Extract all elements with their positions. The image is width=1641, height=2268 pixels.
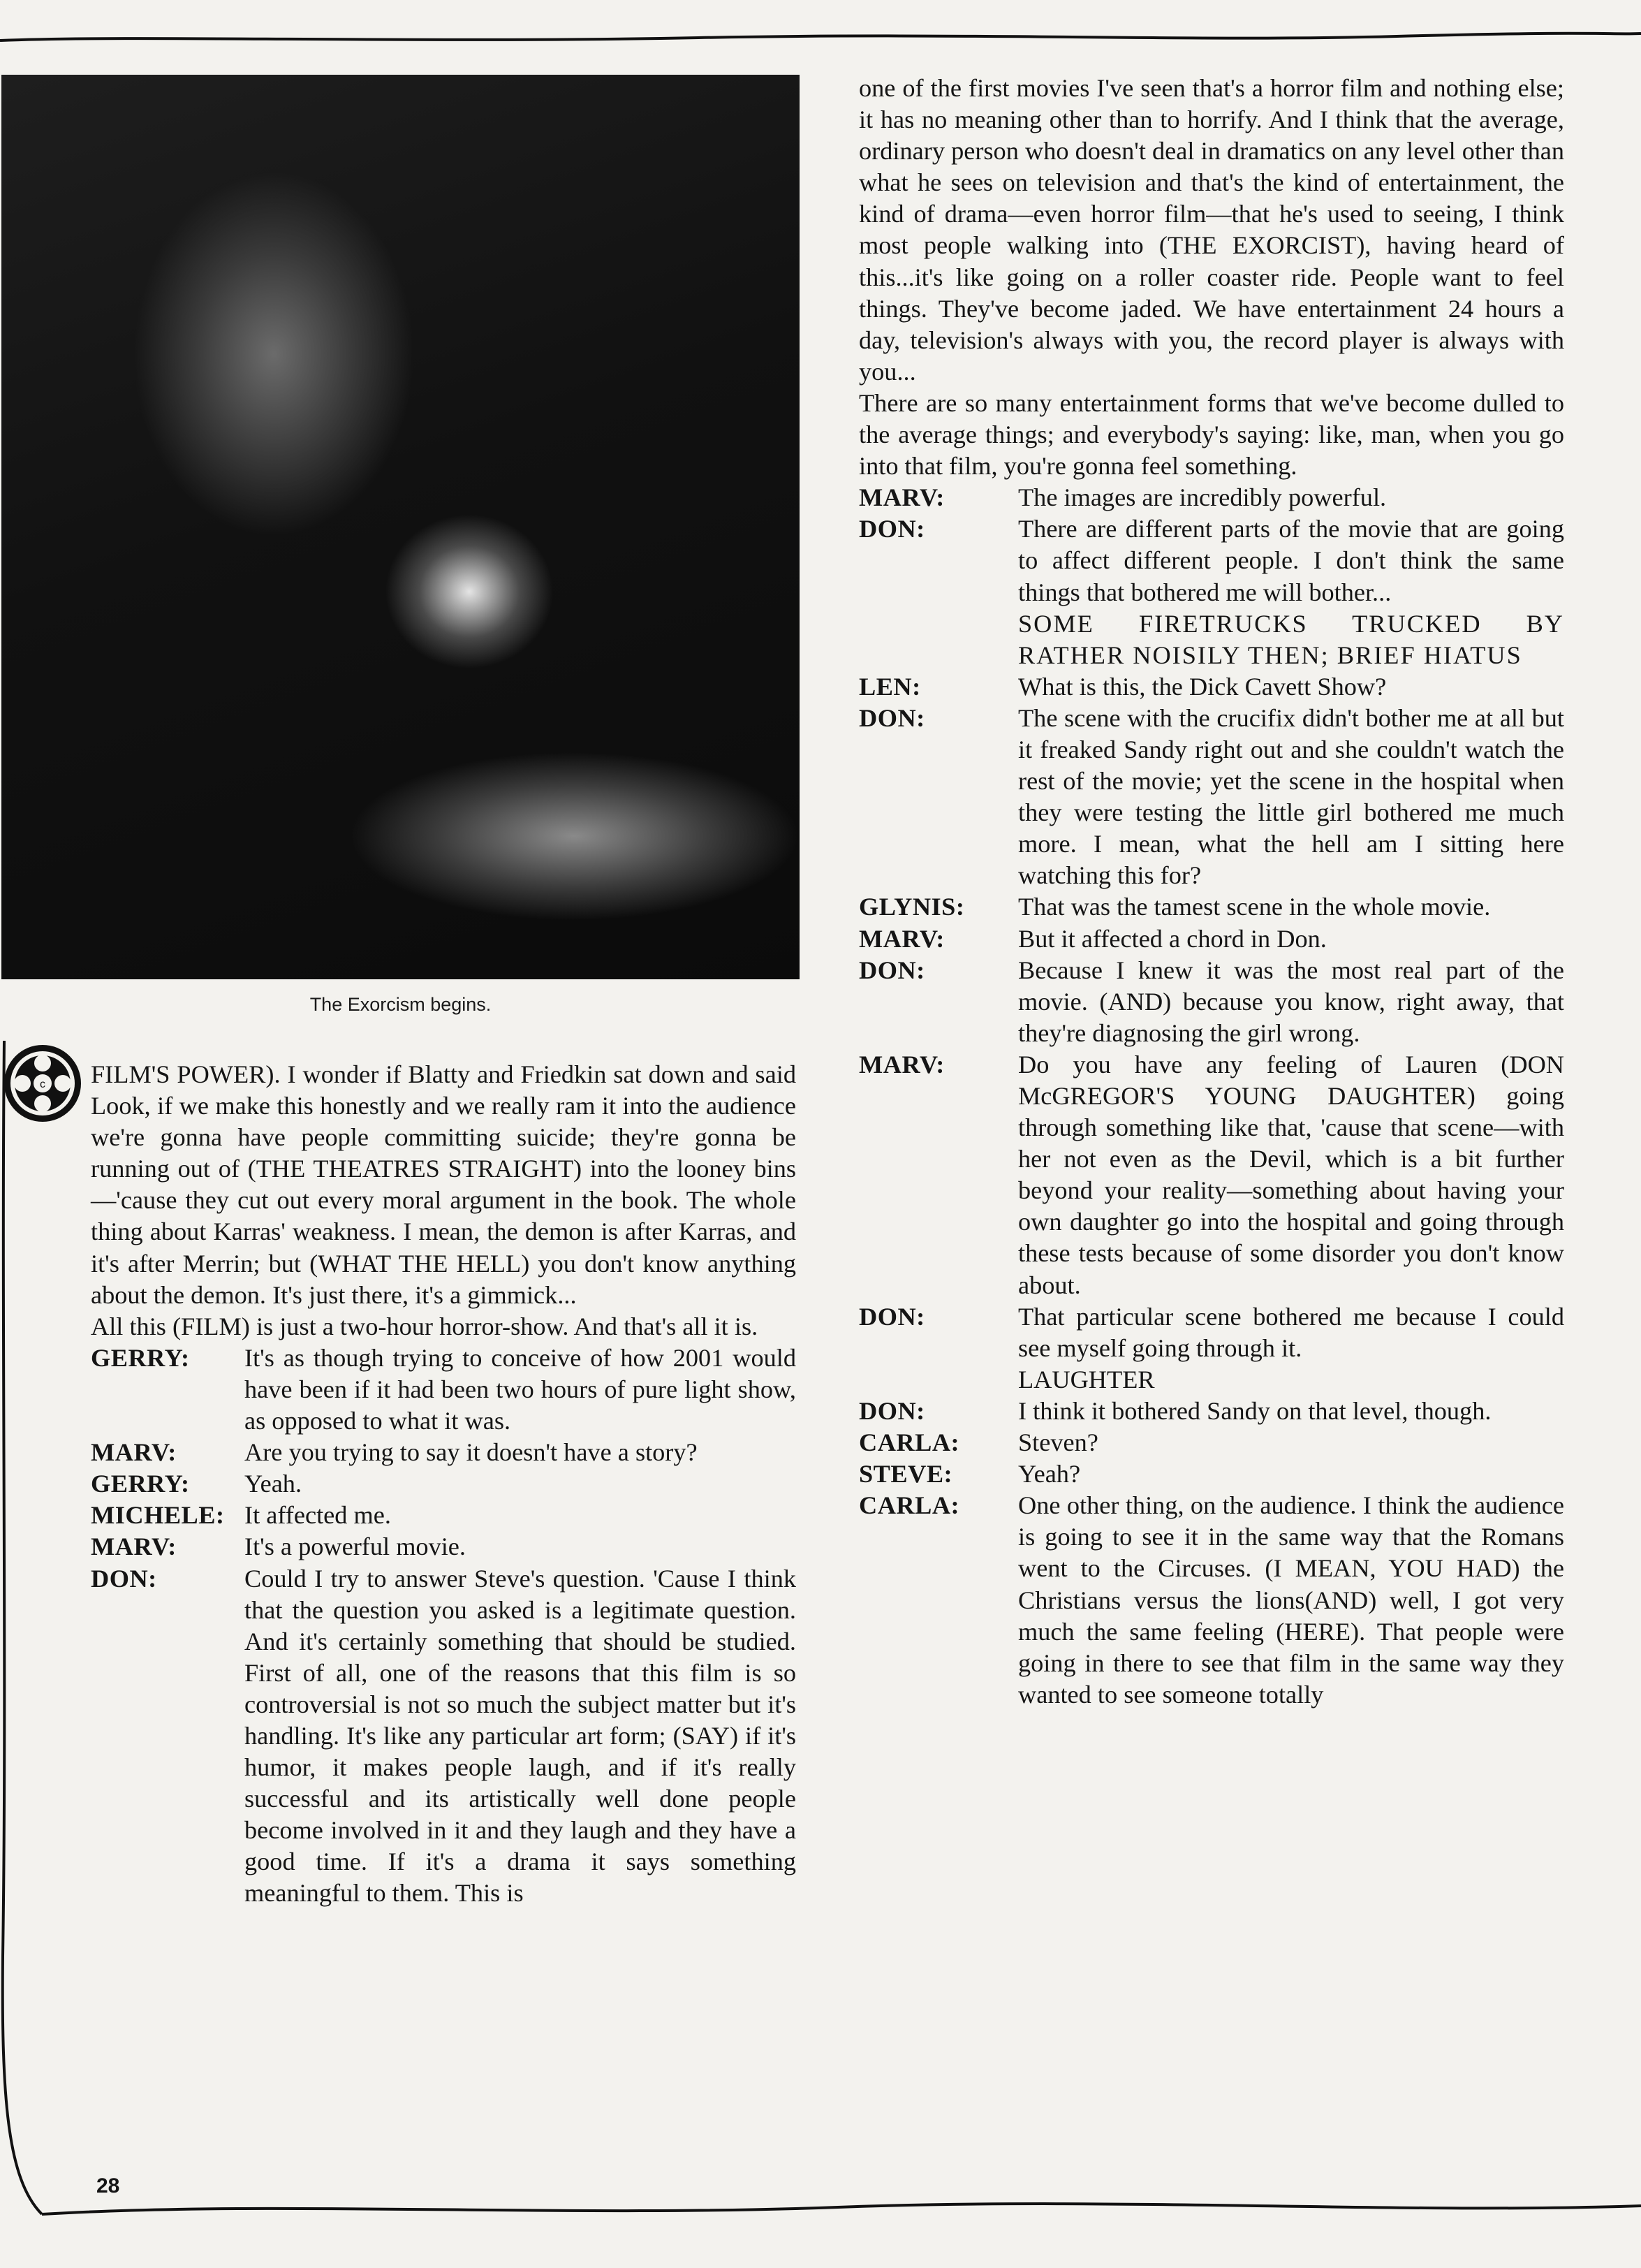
dialogue-text: That was the tamest scene in the whole movie. (1018, 893, 1491, 921)
speaker-name: STEVE: (859, 1460, 953, 1488)
dialogue-line (859, 1396, 1564, 1427)
dialogue-line (91, 1468, 796, 1500)
dialogue-line (859, 513, 1564, 608)
dialogue-text: What is this, the Dick Cavett Show? (1018, 672, 1387, 701)
dialogue-text: Steven? (1018, 1428, 1098, 1457)
left-intro-paragraph: FILM'S POWER). I wonder if Blatty and Friedkin sat down and said Look, if we make this honestly and we really ram it into the audience we're gonna have people committing suicide; they're gonna be running out of (THE THEATRES STRAIGHT) into the looney bins—'cause they cut out every moral argument in the book. The whole thing about Karras' weakness. I mean, the demon is after Karras, and it's after Merrin; but (WHAT THE HELL) you don't know anything about the demon. It's just there, it's a gimmick... (91, 1060, 796, 1309)
dialogue-text: I think it bothered Sandy on that level, though. (1018, 1396, 1492, 1425)
speaker-name: DON: (859, 703, 925, 732)
speaker-name: MARV: (859, 483, 945, 512)
page-number: 28 (96, 2174, 120, 2197)
speaker-name: MARV: (91, 1438, 177, 1467)
speaker-name: LEN: (859, 672, 921, 701)
speaker-name: DON: (859, 956, 925, 984)
svg-text:c: c (40, 1078, 45, 1090)
film-still-photo (1, 75, 800, 979)
right-dialogue-list-a (859, 482, 1564, 608)
speaker-name: MARV: (859, 924, 945, 953)
speaker-name: DON: (859, 515, 925, 543)
left-dialogue-list (91, 1342, 796, 1910)
dialogue-line (859, 955, 1564, 1049)
left-column (91, 1059, 796, 1910)
dialogue-text: The images are incredibly powerful. (1018, 483, 1387, 512)
dialogue-text: It's a powerful movie. (244, 1532, 466, 1561)
dialogue-line (859, 671, 1564, 703)
right-continuation-paragraph-2: There are so many entertainment forms that we've become dulled to the average things; and everybody's saying: like, man, when you go into that film, you're gonna feel something. (859, 388, 1564, 481)
dialogue-line (859, 1490, 1564, 1711)
right-continuation-paragraph: one of the first movies I've seen that's a horror film and nothing else; it has no meaning other than to horrify. And I think that the average, ordinary person who doesn't deal in dramatics on any level other than what he sees on television and that's the kind of entertainment, the kind of drama—even horror film—that he's used to seeing, I think most people walking into (THE EXORCIST), having heard of this...it's like going on a roller coaster ride. People want to feel things. They've become jaded. We have entertainment 24 hours a day, television's always with you, the record player is always with you... (859, 74, 1564, 386)
photo-caption: The Exorcism begins. (309, 994, 492, 1015)
right-column (859, 73, 1564, 1711)
dialogue-line (859, 1458, 1564, 1490)
right-dialogue-list-b (859, 671, 1564, 1364)
film-reel-icon (1, 1042, 84, 1125)
dialogue-line (91, 1437, 796, 1468)
speaker-name: DON: (859, 1396, 925, 1425)
dialogue-text: That particular scene bothered me because I could see myself going through it. (1018, 1302, 1564, 1362)
dialogue-line (91, 1500, 796, 1531)
dialogue-text: There are different parts of the movie that are going to affect different people. I don't think the same things that bothered me will bother... (1018, 515, 1564, 606)
dialogue-text: Yeah. (244, 1470, 302, 1498)
dialogue-text: One other thing, on the audience. I think the audience is going to see it in the same way that the Romans went to the Circuses. (I MEAN, YOU HAD) the Christians versus the lions(AND) well, I got very much the same feeling (HERE). That people were going in there to see that film in the same way they wanted to see someone totally (1018, 1491, 1564, 1709)
dialogue-text: Could I try to answer Steve's question. 'Cause I think that the question you asked is a legitimate question. And it's certainly something that should be studied. First of all, one of the reasons that this film is so controversial is not so much the subject matter but it's handling. It's like any particular art form; (SAY) if it's humor, it makes people laugh, and if it's really successful and its artistically well done people become involved in it and they laugh and they have a good time. If it's a drama it says something meaningful to them. This is (244, 1564, 796, 1908)
dialogue-line (859, 1301, 1564, 1364)
dialogue-line (859, 1427, 1564, 1458)
speaker-name: MICHELE: (91, 1501, 225, 1530)
dialogue-line (859, 482, 1564, 513)
stage-direction: SOME FIRETRUCKS TRUCKED BY RATHER NOISILY THEN; BRIEF HIATUS (1018, 609, 1564, 669)
dialogue-line (91, 1531, 796, 1563)
dialogue-line (91, 1342, 796, 1437)
dialogue-line (859, 703, 1564, 892)
speaker-name: GERRY: (91, 1470, 190, 1498)
speaker-name: GERRY: (91, 1343, 190, 1372)
speaker-name: CARLA: (859, 1428, 960, 1457)
dialogue-line (859, 1049, 1564, 1301)
dialogue-text: Do you have any feeling of Lauren (DON McGREGOR'S YOUNG DAUGHTER) going through something like that, 'cause that scene—with her not even as the Devil, which is a bit further beyond your reality—something about having your own daughter go into the hospital and going through these tests because of some disorder you don't know about. (1018, 1050, 1564, 1299)
dialogue-text: The scene with the crucifix didn't bother me at all but it freaked Sandy right out and she couldn't watch the rest of the movie; yet the scene in the hospital when they were testing the little girl bothered me much more. I mean, what the hell am I sitting here watching this for? (1018, 703, 1564, 890)
stage-direction: LAUGHTER (1018, 1365, 1155, 1393)
left-intro-paragraph-2: All this (FILM) is just a two-hour horror-show. And that's all it is. (91, 1312, 758, 1340)
speaker-name: DON: (91, 1564, 157, 1593)
dialogue-line (91, 1563, 796, 1910)
dialogue-line (859, 923, 1564, 955)
dialogue-text: Are you trying to say it doesn't have a story? (244, 1438, 698, 1467)
speaker-name: MARV: (91, 1532, 177, 1561)
right-dialogue-list-c (859, 1396, 1564, 1711)
dialogue-text: It's as though trying to conceive of how 2001 would have been if it had been two hours of pure light show, as opposed to what it was. (244, 1343, 796, 1435)
dialogue-line (859, 891, 1564, 923)
dialogue-text: Yeah? (1018, 1460, 1081, 1488)
speaker-name: DON: (859, 1302, 925, 1331)
speaker-name: CARLA: (859, 1491, 960, 1520)
speaker-name: GLYNIS: (859, 893, 965, 921)
dialogue-text: Because I knew it was the most real part of the movie. (AND) because you know, right away, that they're diagnosing the girl wrong. (1018, 956, 1564, 1047)
dialogue-text: It affected me. (244, 1501, 391, 1530)
speaker-name: MARV: (859, 1050, 945, 1078)
dialogue-text: But it affected a chord in Don. (1018, 924, 1327, 953)
